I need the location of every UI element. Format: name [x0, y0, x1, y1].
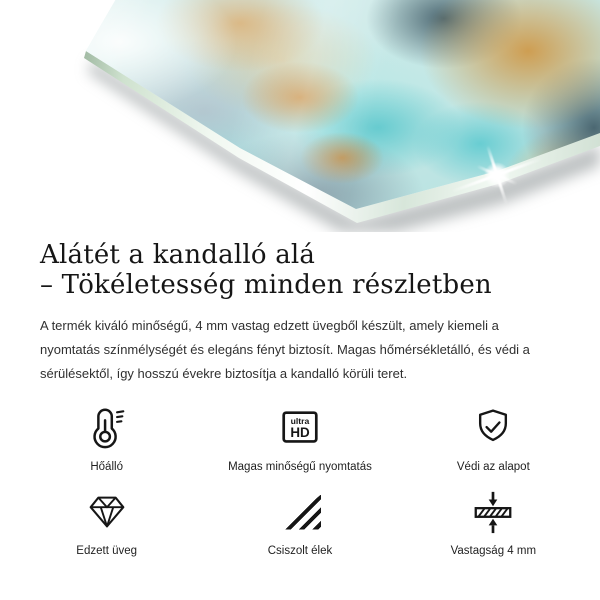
svg-text:ultra: ultra	[290, 416, 310, 427]
feature-thickness	[397, 488, 590, 558]
title-line-1: Alátét a kandalló alá	[40, 240, 316, 270]
thermometer-icon	[83, 404, 131, 452]
ultra-hd-icon	[276, 404, 324, 452]
feature-print-quality	[203, 404, 396, 474]
thickness-icon	[469, 488, 517, 536]
feature-polished-edges	[203, 488, 396, 558]
polished-edges-icon	[276, 488, 324, 536]
product-image	[0, 0, 600, 232]
feature-grid	[10, 404, 590, 558]
diamond-icon	[83, 488, 131, 536]
section-title	[40, 240, 560, 300]
feature-label: Magas minőségű nyomtatás	[228, 461, 372, 473]
feature-label: Védi az alapot	[456, 461, 530, 473]
feature-label: Csiszolt élek	[267, 545, 333, 557]
svg-text:HD: HD	[290, 425, 310, 441]
feature-protects-base	[397, 404, 590, 474]
feature-label: Vastagság 4 mm	[450, 545, 537, 557]
feature-tempered-glass	[10, 488, 203, 558]
title-line-2: – Tökéletesség minden részletben	[40, 270, 492, 300]
shield-check-icon	[469, 404, 517, 452]
feature-heat-resistant	[10, 404, 203, 474]
section-description: A termék kiváló minőségű, 4 mm vastag edzett üvegből készült, amely kiemeli a nyomtatás színmélységét és elegáns fényt biztosít. Magas hőmérsékletálló, és védi a sérülésektől, így hosszú évekre biztosítja a kandalló körüli teret.	[40, 318, 530, 381]
feature-label: Hőálló	[90, 461, 123, 473]
feature-label: Edzett üveg	[76, 545, 138, 557]
